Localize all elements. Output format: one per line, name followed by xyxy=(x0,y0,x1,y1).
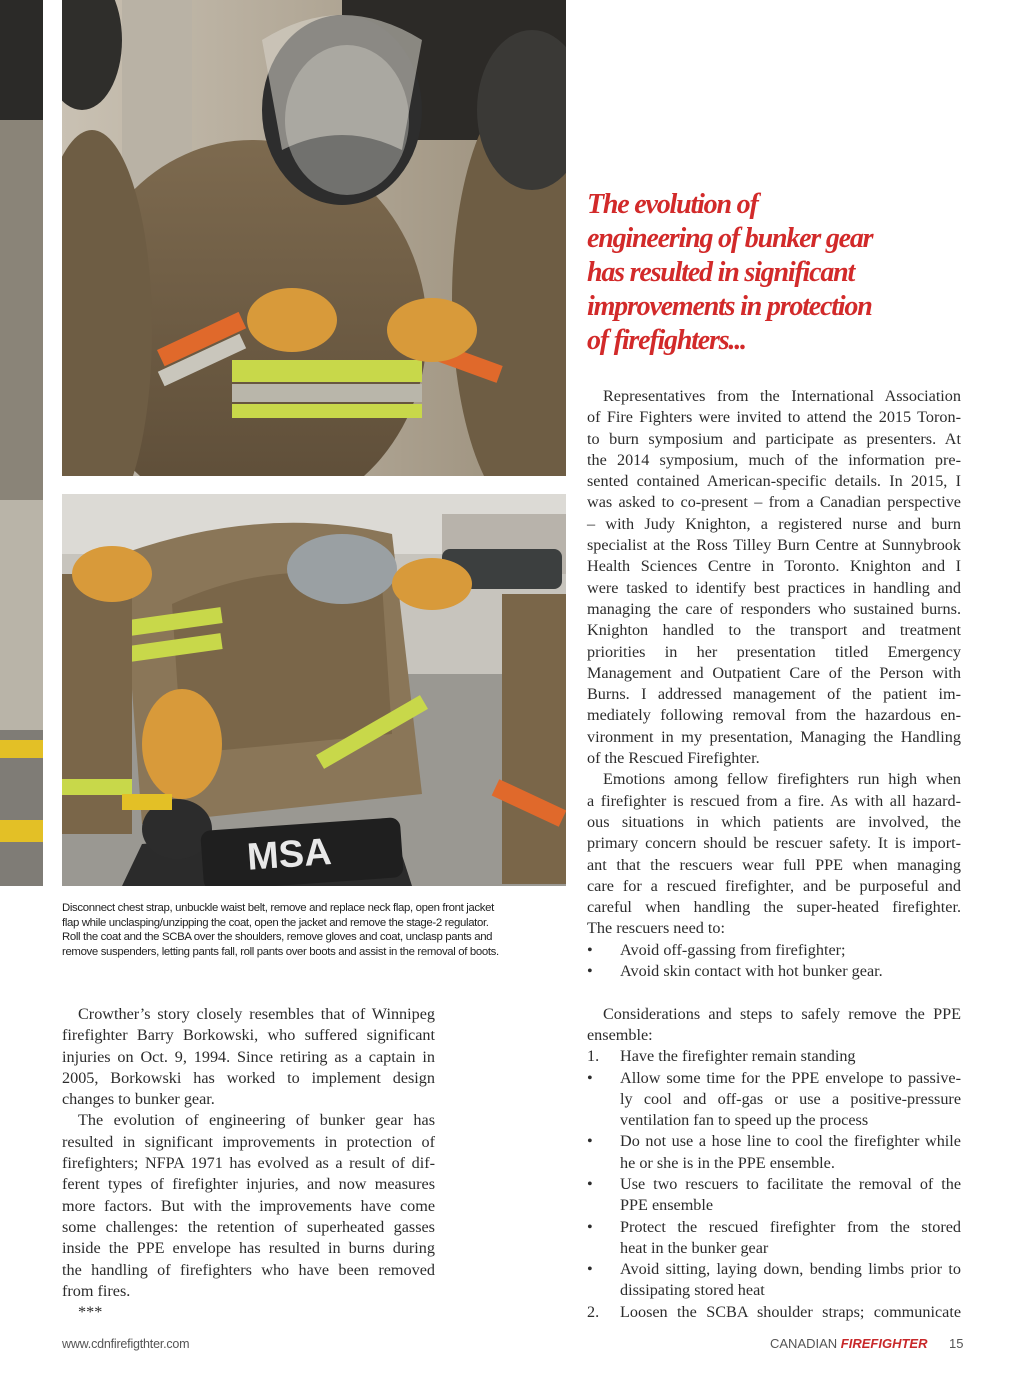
pull-quote-line: The evolution of xyxy=(587,189,758,220)
body-line: Knighton handled to the transport and treatment xyxy=(587,621,961,640)
body-line: inside the PPE envelope has resulted in burns during xyxy=(62,1239,435,1258)
list-item xyxy=(587,1068,961,1132)
list-item-text: Protect the rescued firefighter from the stored xyxy=(620,1217,961,1236)
pull-quote-line: engineering of bunker gear xyxy=(587,223,873,254)
list-item-text: PPE ensemble xyxy=(620,1196,714,1215)
body-line: vironment in my presentation, Managing the Handling xyxy=(587,727,961,746)
body-line: more factors. But with the improvements have come xyxy=(62,1196,435,1215)
body-line: the 2014 symposium, much of the information pre- xyxy=(587,450,961,469)
body-line: Emotions among fellow firefighters run high when xyxy=(603,770,961,789)
top-photo xyxy=(62,0,566,476)
caption-line: Roll the coat and the SCBA over the shoulders, remove gloves and coat, unclasp pants and xyxy=(62,931,493,944)
body-line: specialist at the Ross Tilley Burn Centre at Sunnybrook xyxy=(587,536,961,555)
body-line: to burn symposium and participate as presenters. At xyxy=(587,429,961,448)
bullet-icon: • xyxy=(587,1132,593,1151)
body-line: managing the care of responders who sustained burns. xyxy=(587,599,961,618)
list-item xyxy=(587,1217,961,1260)
body-line: a firefighter is rescued from a fire. As with all hazard- xyxy=(587,791,961,810)
body-line: Considerations and steps to safely remove the PPE xyxy=(603,1004,961,1023)
list-item xyxy=(587,940,961,961)
body-line: 2005, Borkowski has worked to implement design xyxy=(62,1068,435,1087)
bullet-icon: • xyxy=(587,1260,593,1279)
list-item xyxy=(587,1174,961,1217)
pull-quote-line: of firefighters... xyxy=(587,325,746,356)
list-item-text: Do not use a hose line to cool the firefighter while xyxy=(620,1132,961,1151)
bullet-icon: • xyxy=(587,1068,593,1087)
footer-magazine-bold: FIREFIGHTER xyxy=(840,1336,928,1351)
body-line: were tasked to identify best practices in handling and xyxy=(587,578,961,597)
step-number: 2. xyxy=(587,1302,600,1321)
list-item-text: Avoid skin contact with hot bunker gear. xyxy=(620,962,883,981)
body-line: injuries on Oct. 9, 1994. Since retiring as a captain in xyxy=(62,1047,435,1066)
body-line: the handling of firefighters who have been removed xyxy=(62,1260,435,1279)
body-line: mediately following removal from the hazardous en- xyxy=(587,706,961,725)
pull-quote-line: improvements in protection xyxy=(587,291,872,322)
bullet-icon: • xyxy=(587,962,593,981)
left-edge-photo xyxy=(0,0,43,886)
footer-magazine-plain: CANADIAN xyxy=(770,1336,841,1351)
list-item xyxy=(587,1046,961,1067)
body-line: careful when handling the super-heated firefighter. xyxy=(587,898,961,917)
step-number: 1. xyxy=(587,1047,600,1066)
list-item-text: heat in the bunker gear xyxy=(620,1238,769,1257)
list-item-text: Avoid sitting, laying down, bending limbs prior to xyxy=(620,1260,961,1279)
footer-magazine-title xyxy=(770,1336,927,1351)
body-line: care for a rescued firefighter, and be purposeful and xyxy=(587,876,961,895)
caption-line: Disconnect chest strap, unbuckle waist belt, remove and replace neck flap, open front jacket xyxy=(62,902,494,914)
body-line: firefighters; NFPA 1971 has evolved as a result of dif- xyxy=(62,1154,435,1173)
list-item-text: ly cool and off-gas or use a positive-pressure xyxy=(620,1089,961,1108)
pull-quote-line: has resulted in significant xyxy=(587,257,855,288)
body-line: from fires. xyxy=(62,1281,131,1300)
list-item-text: he or she is in the PPE ensemble. xyxy=(620,1153,835,1172)
list-item xyxy=(587,1131,961,1174)
list-item-text: Allow some time for the PPE envelope to passive- xyxy=(620,1068,961,1087)
bottom-photo xyxy=(62,494,566,886)
list-item-text: dissipating stored heat xyxy=(620,1281,765,1300)
list-item-text: Avoid off-gassing from firefighter; xyxy=(620,940,846,959)
firefighters-helmets-masks-photo-icon xyxy=(62,0,566,476)
list-item-text: Use two rescuers to facilitate the removal of the xyxy=(620,1174,961,1193)
body-line: sented contained American-specific details. In 2015, I xyxy=(587,472,961,491)
tank-label: MSA xyxy=(245,830,333,879)
body-line: of the Rescued Firefighter. xyxy=(587,749,760,768)
bullet-icon: • xyxy=(587,1217,593,1236)
body-line: ant that the rescuers wear full PPE when managing xyxy=(587,855,961,874)
body-line: Health Sciences Centre in Toronto. Knighton and I xyxy=(587,557,961,576)
list-item-text: Have the firefighter remain standing xyxy=(620,1047,856,1066)
caption-line: flap while unclasping/unzipping the coat, open the jacket and remove the stage-2 regulator. xyxy=(62,916,489,929)
body-line: priorities in her presentation titled Emergency xyxy=(587,642,961,661)
left-column xyxy=(62,1004,435,1323)
photo-caption xyxy=(62,901,566,959)
body-line: Crowther’s story closely resembles that of Winnipeg xyxy=(78,1005,435,1023)
list-item-text: ventilation fan to speed up the process xyxy=(620,1111,869,1130)
firefighter-coat-removal-photo-icon xyxy=(62,494,566,886)
list-item xyxy=(587,1302,961,1323)
body-line: – with Judy Knighton, a registered nurse and burn xyxy=(587,514,961,533)
body-line: The rescuers need to: xyxy=(587,919,725,938)
section-break: *** xyxy=(78,1303,103,1322)
bullet-icon: • xyxy=(587,1174,593,1193)
list-item xyxy=(587,1259,961,1302)
pull-quote xyxy=(587,188,987,358)
body-line: resulted in significant improvements in protection of xyxy=(62,1132,435,1151)
body-line: Management and Outpatient Care of the Person with xyxy=(587,663,961,682)
list-item-text: Loosen the SCBA shoulder straps; communicate xyxy=(620,1302,961,1321)
body-line: changes to bunker gear. xyxy=(62,1090,215,1109)
body-line: Representatives from the International Association xyxy=(603,387,961,405)
list-item xyxy=(587,961,961,982)
body-line: ensemble: xyxy=(587,1025,653,1044)
body-line: primary concern should be rescuer safety. It is import- xyxy=(587,834,961,853)
body-line: firefighter Barry Borkowski, who suffered significant xyxy=(62,1026,435,1045)
body-line: Burns. I addressed management of the patient im- xyxy=(587,685,961,704)
body-line: some challenges: the retention of superheated gasses xyxy=(62,1217,435,1236)
page-number: 15 xyxy=(949,1336,964,1351)
footer-url: www.cdnfirefigthter.com xyxy=(62,1337,190,1351)
body-line: ous situations in which patients are involved, the xyxy=(587,812,961,831)
body-line: of Fire Fighters were invited to attend the 2015 Toron- xyxy=(587,408,961,427)
body-line: The evolution of engineering of bunker gear has xyxy=(78,1111,435,1130)
bullet-icon: • xyxy=(587,940,593,959)
body-line: was asked to co-present – from a Canadian perspective xyxy=(587,493,961,512)
caption-line: remove suspenders, letting pants fall, roll pants over boots and assist in the removal of boots. xyxy=(62,945,499,958)
right-column xyxy=(587,386,961,1323)
body-line: ferent types of firefighter injuries, and now measures xyxy=(62,1175,435,1194)
